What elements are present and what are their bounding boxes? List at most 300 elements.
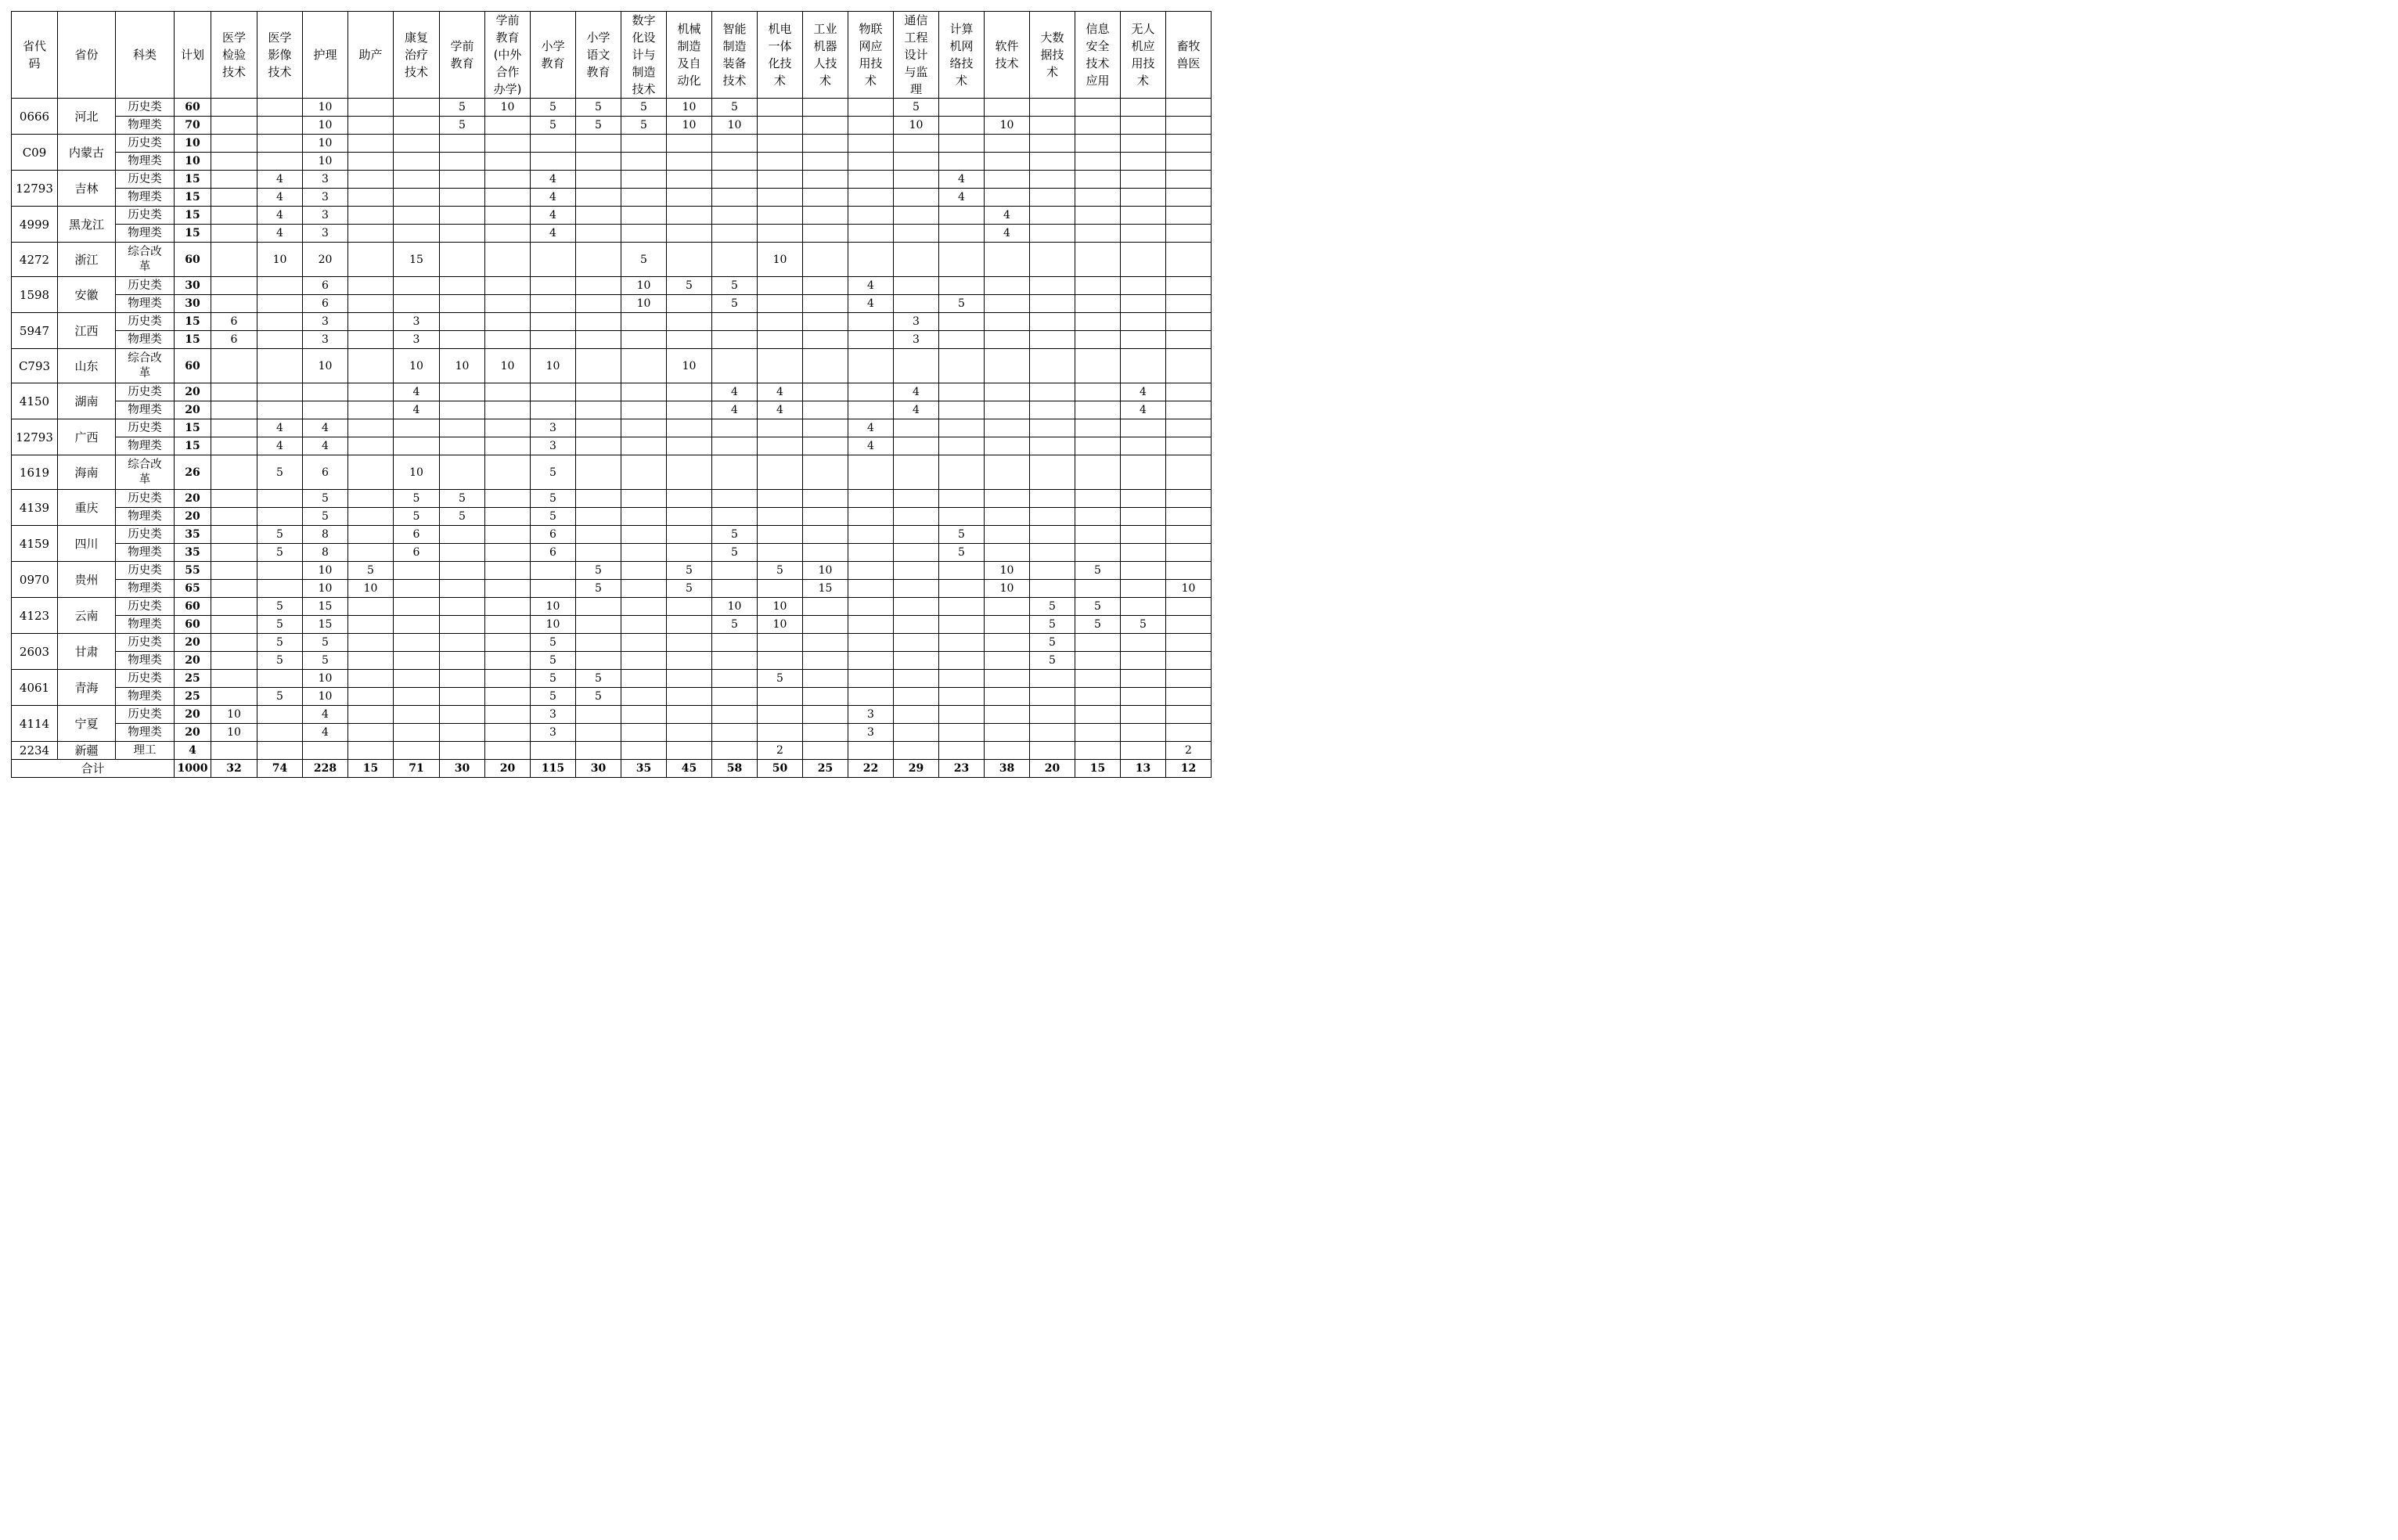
major-quota-cell: 3 [848, 706, 894, 724]
major-quota-cell [485, 135, 531, 153]
major-quota-cell [1166, 508, 1212, 526]
major-quota-cell [712, 724, 758, 742]
major-quota-cell [712, 580, 758, 598]
major-quota-cell [1030, 189, 1075, 207]
major-quota-cell: 3 [531, 419, 576, 437]
header-cell [303, 12, 348, 99]
major-quota-cell [803, 277, 848, 295]
major-quota-cell [667, 670, 712, 688]
major-quota-cell [576, 490, 621, 508]
header-cell [440, 12, 485, 99]
major-quota-cell [303, 401, 348, 419]
major-quota-cell: 10 [985, 580, 1030, 598]
major-quota-cell [667, 490, 712, 508]
major-quota-cell [894, 508, 939, 526]
major-quota-cell [985, 526, 1030, 544]
major-quota-cell [485, 277, 531, 295]
major-quota-cell: 10 [531, 349, 576, 383]
major-quota-cell [394, 117, 440, 135]
header-line: 安全 [1086, 39, 1110, 53]
major-quota-cell [667, 634, 712, 652]
header-cell [211, 12, 257, 99]
major-quota-cell: 10 [667, 99, 712, 117]
category-cell: 历史类 [116, 526, 175, 544]
major-quota-cell [939, 616, 985, 634]
plan-cell: 30 [175, 277, 211, 295]
major-quota-cell [985, 598, 1030, 616]
major-quota-cell [667, 508, 712, 526]
total-quota-cell: 20 [1030, 760, 1075, 778]
header-line: 通信 [904, 13, 928, 27]
major-quota-cell [394, 562, 440, 580]
major-quota-cell [621, 490, 667, 508]
category-cell: 历史类 [116, 277, 175, 295]
major-quota-cell [803, 313, 848, 331]
major-quota-cell [621, 544, 667, 562]
major-quota-cell [803, 544, 848, 562]
major-quota-cell [440, 598, 485, 616]
major-quota-cell [985, 742, 1030, 760]
major-quota-cell [939, 508, 985, 526]
major-quota-cell [1030, 153, 1075, 171]
major-quota-cell [576, 189, 621, 207]
major-quota-cell [348, 171, 394, 189]
major-quota-cell [531, 153, 576, 171]
major-quota-cell [576, 225, 621, 243]
total-quota-cell: 71 [394, 760, 440, 778]
major-quota-cell [803, 207, 848, 225]
major-quota-cell [1166, 562, 1212, 580]
major-quota-cell [485, 243, 531, 277]
major-quota-cell [348, 117, 394, 135]
major-quota-cell: 10 [303, 562, 348, 580]
plan-cell: 15 [175, 437, 211, 455]
header-cell [667, 12, 712, 99]
major-quota-cell [211, 616, 257, 634]
total-quota-cell: 115 [531, 760, 576, 778]
header-line: 技术 [221, 65, 246, 79]
plan-cell: 20 [175, 383, 211, 401]
major-quota-cell: 5 [939, 544, 985, 562]
major-quota-cell [848, 383, 894, 401]
major-quota-cell [894, 742, 939, 760]
major-quota-cell: 4 [758, 401, 803, 419]
major-quota-cell [894, 153, 939, 171]
major-quota-cell: 5 [712, 544, 758, 562]
major-quota-cell [576, 455, 621, 490]
major-quota-cell [1030, 383, 1075, 401]
major-quota-cell [803, 455, 848, 490]
major-quota-cell [939, 383, 985, 401]
major-quota-cell [667, 383, 712, 401]
major-quota-cell [803, 331, 848, 349]
major-quota-cell [667, 544, 712, 562]
major-quota-cell: 5 [257, 455, 303, 490]
major-quota-cell [803, 724, 848, 742]
major-quota-cell [531, 331, 576, 349]
major-quota-cell [1075, 508, 1121, 526]
table-row [12, 437, 1212, 455]
header-line: 学前 [450, 39, 474, 53]
major-quota-cell [1166, 724, 1212, 742]
plan-cell: 60 [175, 349, 211, 383]
major-quota-cell [485, 490, 531, 508]
major-quota-cell: 5 [394, 490, 440, 508]
major-quota-cell: 10 [712, 598, 758, 616]
major-quota-cell [939, 670, 985, 688]
province-name-cell: 新疆 [58, 742, 116, 760]
major-quota-cell [939, 349, 985, 383]
major-quota-cell [1121, 455, 1166, 490]
major-quota-cell [257, 313, 303, 331]
major-quota-cell [485, 634, 531, 652]
major-quota-cell [485, 401, 531, 419]
major-quota-cell [1075, 331, 1121, 349]
major-quota-cell: 5 [712, 99, 758, 117]
table-row [12, 688, 1212, 706]
plan-cell: 15 [175, 313, 211, 331]
major-quota-cell: 4 [712, 383, 758, 401]
header-line: 制造 [632, 65, 656, 79]
major-quota-cell [848, 508, 894, 526]
major-quota-cell [1030, 455, 1075, 490]
header-cell [257, 12, 303, 99]
total-quota-cell: 25 [803, 760, 848, 778]
province-code-cell: 4139 [12, 490, 58, 526]
table-row [12, 383, 1212, 401]
major-quota-cell [257, 508, 303, 526]
header-line: 码 [28, 56, 41, 70]
major-quota-cell [211, 670, 257, 688]
major-quota-cell [939, 419, 985, 437]
header-line: 化设 [632, 31, 656, 45]
major-quota-cell [485, 652, 531, 670]
major-quota-cell [211, 508, 257, 526]
major-quota-cell [348, 135, 394, 153]
province-code-cell: 2603 [12, 634, 58, 670]
major-quota-cell [576, 706, 621, 724]
major-quota-cell [803, 171, 848, 189]
province-name-cell: 河北 [58, 99, 116, 135]
major-quota-cell [440, 225, 485, 243]
total-quota-cell: 30 [576, 760, 621, 778]
major-quota-cell: 10 [303, 349, 348, 383]
category-cell: 历史类 [116, 383, 175, 401]
major-quota-cell [985, 616, 1030, 634]
major-quota-cell [348, 331, 394, 349]
major-quota-cell: 10 [621, 277, 667, 295]
major-quota-cell [348, 652, 394, 670]
province-code-cell: 2234 [12, 742, 58, 760]
major-quota-cell [1121, 171, 1166, 189]
major-quota-cell [1166, 277, 1212, 295]
major-quota-cell [257, 401, 303, 419]
category-cell: 物理类 [116, 331, 175, 349]
major-quota-cell [712, 243, 758, 277]
major-quota-cell [485, 526, 531, 544]
major-quota-cell: 4 [257, 189, 303, 207]
major-quota-cell [348, 207, 394, 225]
category-cell: 物理类 [116, 688, 175, 706]
major-quota-cell: 5 [576, 580, 621, 598]
category-cell: 历史类 [116, 598, 175, 616]
header-line: 治疗 [404, 48, 428, 62]
major-quota-cell: 4 [848, 295, 894, 313]
major-quota-cell [440, 634, 485, 652]
major-quota-cell [257, 99, 303, 117]
major-quota-cell [803, 652, 848, 670]
major-quota-cell: 4 [939, 171, 985, 189]
plan-cell: 15 [175, 171, 211, 189]
major-quota-cell [348, 670, 394, 688]
major-quota-cell [485, 724, 531, 742]
header-line: 术 [864, 74, 877, 88]
major-quota-cell: 5 [576, 99, 621, 117]
header-cell [1075, 12, 1121, 99]
major-quota-cell: 6 [531, 544, 576, 562]
major-quota-cell [348, 455, 394, 490]
major-quota-cell [211, 207, 257, 225]
major-quota-cell [848, 616, 894, 634]
major-quota-cell: 5 [1075, 562, 1121, 580]
major-quota-cell [485, 455, 531, 490]
major-quota-cell [1030, 171, 1075, 189]
major-quota-cell: 10 [211, 706, 257, 724]
major-quota-cell: 6 [303, 295, 348, 313]
plan-cell: 20 [175, 706, 211, 724]
header-line: 计划 [180, 48, 204, 62]
major-quota-cell [712, 562, 758, 580]
major-quota-cell [303, 742, 348, 760]
header-line: 学前 [495, 13, 520, 27]
major-quota-cell [803, 437, 848, 455]
major-quota-cell [348, 313, 394, 331]
major-quota-cell [394, 437, 440, 455]
major-quota-cell [1166, 243, 1212, 277]
major-quota-cell [211, 171, 257, 189]
major-quota-cell [440, 544, 485, 562]
header-cell [621, 12, 667, 99]
major-quota-cell [712, 207, 758, 225]
table-row [12, 634, 1212, 652]
major-quota-cell [985, 670, 1030, 688]
major-quota-cell [531, 383, 576, 401]
major-quota-cell [485, 670, 531, 688]
plan-cell: 15 [175, 225, 211, 243]
major-quota-cell: 3 [303, 331, 348, 349]
major-quota-cell [758, 437, 803, 455]
major-quota-cell [1075, 580, 1121, 598]
major-quota-cell: 5 [758, 562, 803, 580]
province-name-cell: 广西 [58, 419, 116, 455]
header-line: 教育 [450, 56, 474, 70]
major-quota-cell [485, 383, 531, 401]
major-quota-cell: 10 [348, 580, 394, 598]
major-quota-cell [758, 580, 803, 598]
major-quota-cell [257, 742, 303, 760]
major-quota-cell [257, 562, 303, 580]
major-quota-cell [621, 189, 667, 207]
major-quota-cell [576, 616, 621, 634]
header-line: 术 [1136, 74, 1149, 88]
major-quota-cell [939, 225, 985, 243]
major-quota-cell [1075, 313, 1121, 331]
major-quota-cell [985, 171, 1030, 189]
plan-cell: 55 [175, 562, 211, 580]
major-quota-cell [485, 171, 531, 189]
major-quota-cell [1166, 171, 1212, 189]
major-quota-cell: 4 [712, 401, 758, 419]
major-quota-cell [1121, 135, 1166, 153]
major-quota-cell [667, 419, 712, 437]
plan-cell: 15 [175, 419, 211, 437]
major-quota-cell: 15 [394, 243, 440, 277]
major-quota-cell: 10 [531, 598, 576, 616]
major-quota-cell [894, 598, 939, 616]
major-quota-cell: 5 [257, 688, 303, 706]
major-quota-cell [758, 724, 803, 742]
major-quota-cell: 10 [394, 455, 440, 490]
major-quota-cell [485, 688, 531, 706]
total-quota-cell: 15 [1075, 760, 1121, 778]
header-line: 机器 [813, 39, 837, 53]
header-line: 及自 [677, 56, 701, 70]
province-code-cell: 4150 [12, 383, 58, 419]
major-quota-cell [348, 724, 394, 742]
major-quota-cell [348, 598, 394, 616]
header-line: 教育 [586, 65, 610, 79]
major-quota-cell [985, 634, 1030, 652]
major-quota-cell: 4 [985, 207, 1030, 225]
major-quota-cell: 5 [531, 99, 576, 117]
major-quota-cell [1075, 295, 1121, 313]
major-quota-cell [1166, 349, 1212, 383]
major-quota-cell [440, 419, 485, 437]
table-row [12, 652, 1212, 670]
header-line: 与监 [904, 65, 928, 79]
major-quota-cell: 5 [621, 117, 667, 135]
major-quota-cell: 5 [712, 616, 758, 634]
major-quota-cell [803, 616, 848, 634]
major-quota-cell: 4 [394, 383, 440, 401]
header-line: 技术 [268, 65, 292, 79]
major-quota-cell [758, 153, 803, 171]
major-quota-cell [894, 490, 939, 508]
major-quota-cell [440, 706, 485, 724]
major-quota-cell [576, 171, 621, 189]
major-quota-cell [667, 225, 712, 243]
major-quota-cell [848, 153, 894, 171]
major-quota-cell: 15 [303, 598, 348, 616]
major-quota-cell [211, 401, 257, 419]
major-quota-cell: 10 [485, 349, 531, 383]
major-quota-cell [621, 437, 667, 455]
major-quota-cell [1121, 706, 1166, 724]
header-line: 无人 [1131, 22, 1155, 36]
major-quota-cell: 4 [303, 437, 348, 455]
header-cell [712, 12, 758, 99]
major-quota-cell: 5 [531, 688, 576, 706]
header-line: 助产 [358, 48, 383, 62]
table-row [12, 189, 1212, 207]
major-quota-cell [621, 652, 667, 670]
major-quota-cell [758, 688, 803, 706]
major-quota-cell [394, 706, 440, 724]
major-quota-cell: 4 [531, 189, 576, 207]
major-quota-cell [531, 295, 576, 313]
major-quota-cell [1166, 117, 1212, 135]
plan-cell: 20 [175, 490, 211, 508]
table-row [12, 580, 1212, 598]
major-quota-cell: 6 [394, 526, 440, 544]
major-quota-cell [758, 419, 803, 437]
header-cell [58, 12, 116, 99]
major-quota-cell [1075, 419, 1121, 437]
table-row [12, 742, 1212, 760]
major-quota-cell [758, 544, 803, 562]
major-quota-cell [348, 688, 394, 706]
major-quota-cell [758, 277, 803, 295]
major-quota-cell [985, 243, 1030, 277]
major-quota-cell [985, 295, 1030, 313]
major-quota-cell [985, 652, 1030, 670]
major-quota-cell [211, 742, 257, 760]
major-quota-cell [348, 295, 394, 313]
major-quota-cell [1030, 135, 1075, 153]
major-quota-cell [394, 670, 440, 688]
header-cell [576, 12, 621, 99]
major-quota-cell [348, 99, 394, 117]
total-quota-cell: 228 [303, 760, 348, 778]
major-quota-cell [1075, 437, 1121, 455]
major-quota-cell [1166, 99, 1212, 117]
major-quota-cell [576, 295, 621, 313]
major-quota-cell [576, 742, 621, 760]
major-quota-cell [985, 135, 1030, 153]
header-cell [758, 12, 803, 99]
major-quota-cell: 10 [758, 616, 803, 634]
category-cell: 物理类 [116, 437, 175, 455]
header-line: 网应 [859, 39, 883, 53]
header-line: 教育 [541, 56, 565, 70]
major-quota-cell [803, 526, 848, 544]
major-quota-cell [1075, 383, 1121, 401]
header-line: (中外 [493, 48, 522, 62]
major-quota-cell [1075, 117, 1121, 135]
major-quota-cell [1030, 295, 1075, 313]
province-name-cell: 贵州 [58, 562, 116, 598]
major-quota-cell [211, 598, 257, 616]
major-quota-cell [1121, 598, 1166, 616]
major-quota-cell: 10 [758, 243, 803, 277]
major-quota-cell [348, 526, 394, 544]
major-quota-cell: 5 [440, 508, 485, 526]
plan-cell: 35 [175, 544, 211, 562]
major-quota-cell [1075, 135, 1121, 153]
province-code-cell: 0666 [12, 99, 58, 135]
major-quota-cell: 3 [303, 171, 348, 189]
major-quota-cell [848, 688, 894, 706]
major-quota-cell [394, 616, 440, 634]
table-row [12, 349, 1212, 383]
province-code-cell: 4159 [12, 526, 58, 562]
major-quota-cell [1166, 419, 1212, 437]
major-quota-cell [939, 634, 985, 652]
major-quota-cell: 6 [211, 313, 257, 331]
major-quota-cell [939, 652, 985, 670]
major-quota-cell: 3 [531, 706, 576, 724]
table-row [12, 706, 1212, 724]
